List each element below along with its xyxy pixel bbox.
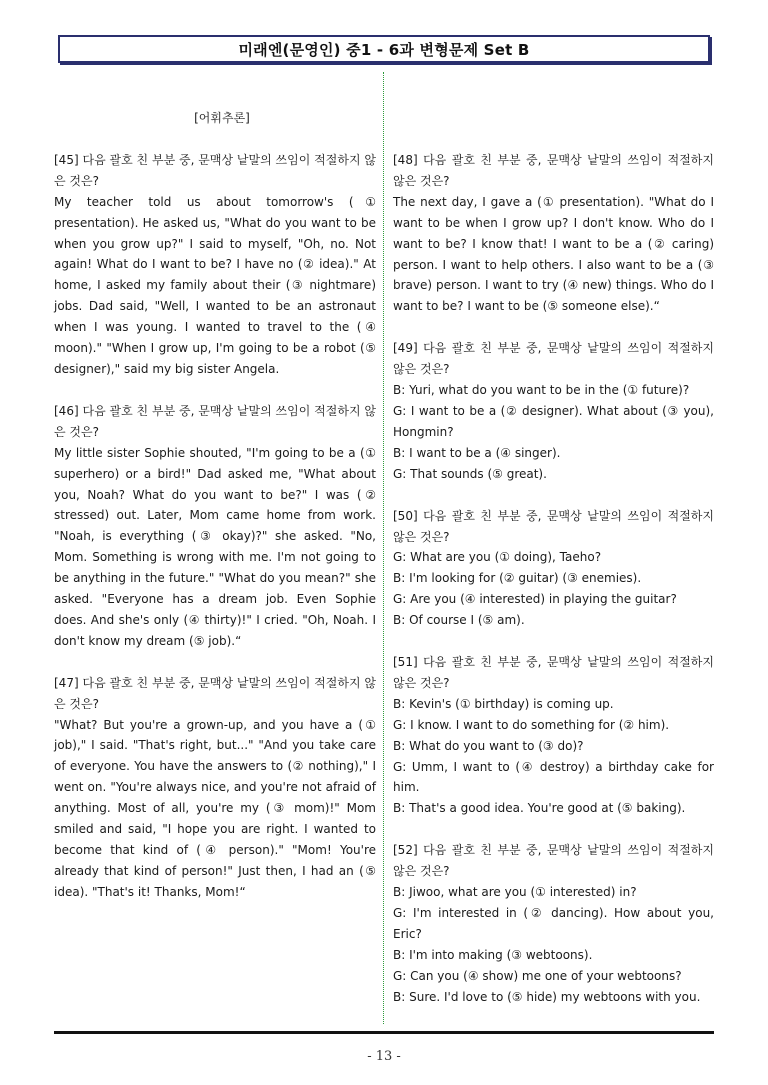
section-title: [어휘추론] [194,111,250,125]
dialogue-line: B: Yuri, what do you want to be in the (① future)? [393,383,690,398]
question-46 [54,401,376,652]
dialogue-line: B: What do you want to (③ do)? [393,738,584,753]
dialogue-line: B: Jiwoo, what are you (① interested) in? [393,885,637,900]
dialogue-line: B: I'm into making (③ webtoons). [393,947,593,962]
dialogue-line: B: Kevin's (① birthday) is coming up. [393,696,614,711]
dialogue-line: G: I'm interested in (② dancing). How about you, Eric? [393,906,714,941]
question-stem: [50] 다음 괄호 친 부분 중, 문맥상 낱말의 쓰임이 적절하지 않은 것은? [393,508,714,544]
question-50 [393,506,714,631]
dialogue-line: B: That's a good idea. You're good at (⑤ baking). [393,801,686,816]
page-title: 미래엔(문영인) 중1 - 6과 변형문제 Set B [58,35,710,63]
question-47 [54,673,376,903]
question-51 [393,652,714,819]
question-48 [393,150,714,317]
question-stem: [47] 다음 괄호 친 부분 중, 문맥상 낱말의 쓰임이 적절하지 않은 것은? [54,675,376,711]
question-stem: [51] 다음 괄호 친 부분 중, 문맥상 낱말의 쓰임이 적절하지 않은 것은? [393,655,714,690]
question-passage: My teacher told us about tomorrow's (① presentation). He asked us, "What do you want to be when you grow up?" I said to myself, "Oh, no. Not again! What do I want to be? I have no (② idea)." At home, I asked my family about their (③ nightmare) jobs. Dad said, "Well, I wanted to be an astronaut when I was young. I wanted to travel to the (④ moon)." "When I grow up, I'm going to be a robot (⑤ designer)," said my big sister Angela. [54,194,376,376]
question-49 [393,338,714,484]
page-number: - 13 - [367,1049,401,1064]
question-passage: The next day, I gave a (① presentation). "What do I want to be when I grow up? I don't know. Who do I want to be? I know that! I want to be a (② caring) person. I want to help others. I also want to be a (③ brave) person. I want to try (④ new) things. Who do I want to be? I want to be (⑤ someone else).“ [393,194,714,314]
dialogue-line: B: I'm looking for (② guitar) (③ enemies). [393,571,642,586]
question-passage: My little sister Sophie shouted, "I'm going to be a (① superhero) or a bird!" Dad asked me, "What about you, Noah? What do you want to be?" I was (② stressed) out. Later, Mom came home from work. "Noah, is everything (③ okay)?" she asked. "No, Mom. Something is wrong with me. I'm not going to be anything in the future." "What do you mean?" she asked. "Everyone has a dream job. Even Sophie does. And she's only (④ thirty)!" I cried. "Oh, Noah. I don't know my dream (⑤ job).“ [54,445,376,648]
dialogue-line: G: What are you (① doing), Taeho? [393,550,602,565]
dialogue-line: G: Umm, I want to (④ destroy) a birthday cake for him. [393,759,714,795]
question-stem: [46] 다음 괄호 친 부분 중, 문맥상 낱말의 쓰임이 적절하지 않은 것은? [54,403,376,439]
question-stem: [48] 다음 괄호 친 부분 중, 문맥상 낱말의 쓰임이 적절하지 않은 것은? [393,153,714,188]
left-column [54,108,376,924]
dialogue-line: G: Can you (④ show) me one of your webtoons? [393,968,682,983]
dialogue-line: G: Are you (④ interested) in playing the guitar? [393,592,677,607]
question-passage: "What? But you're a grown-up, and you have a (① job)," I said. "That's right, but..." "And you take care of everyone. You have the answers to (② nothing)," I went on. "You're always nice, and you're not afraid of anything. Most of all, you're my (③ mom)!" Mom smiled and said, "I hope you are right. I wanted to become that kind of (④ person)." "Mom! You're already that kind of person!" Just then, I had an (⑤ idea). "That's it! Thanks, Mom!“ [54,717,376,899]
question-stem: [49] 다음 괄호 친 부분 중, 문맥상 낱말의 쓰임이 적절하지 않은 것은? [393,341,714,377]
question-45 [54,150,376,380]
question-stem: [52] 다음 괄호 친 부분 중, 문맥상 낱말의 쓰임이 적절하지 않은 것은? [393,843,714,879]
dialogue-line: B: Sure. I'd love to (⑤ hide) my webtoons with you. [393,989,701,1004]
column-divider [383,72,384,1024]
footer-rule [54,1031,714,1034]
dialogue-line: G: I know. I want to do something for (② him). [393,717,670,732]
right-column [393,108,714,1029]
dialogue-line: G: That sounds (⑤ great). [393,466,547,481]
dialogue-line: G: I want to be a (② designer). What about (③ you), Hongmin? [393,403,714,439]
question-52 [393,840,714,1007]
dialogue-line: B: Of course I (⑤ am). [393,613,525,628]
question-stem: [45] 다음 괄호 친 부분 중, 문맥상 낱말의 쓰임이 적절하지 않은 것은? [54,152,376,188]
dialogue-line: B: I want to be a (④ singer). [393,445,561,460]
